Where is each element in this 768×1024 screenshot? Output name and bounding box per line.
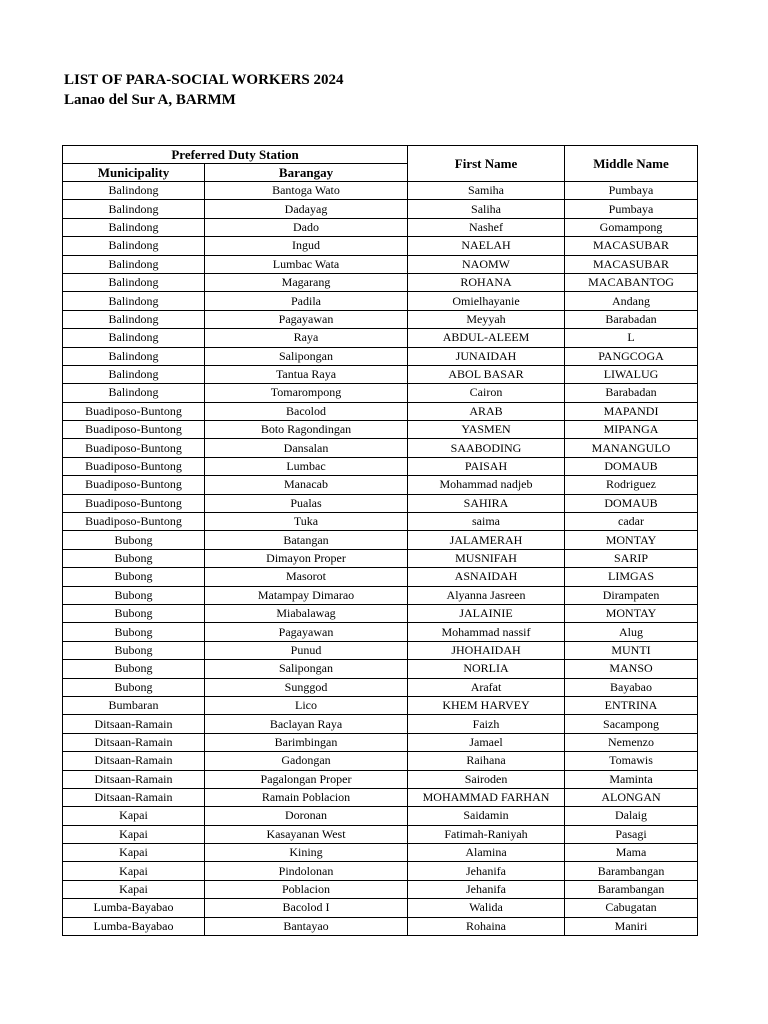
table-row [63,347,698,365]
table-row [63,733,698,751]
barangay-cell: Magarang [205,273,408,291]
municipality-cell: Ditsaan-Ramain [63,770,205,788]
municipality-cell: Bubong [63,568,205,586]
middle-name-cell: Barabadan [565,310,698,328]
table-row [63,678,698,696]
barangay-cell: Batangan [205,531,408,549]
barangay-cell: Ramain Poblacion [205,788,408,806]
first-name-cell: ABOL BASAR [408,365,565,383]
municipality-header: Municipality [63,164,205,182]
first-name-cell: JUNAIDAH [408,347,565,365]
first-name-cell: Saidamin [408,807,565,825]
para-social-workers-table [62,145,698,936]
table-row [63,200,698,218]
first-name-cell: NAOMW [408,255,565,273]
first-name-cell: Faizh [408,715,565,733]
municipality-cell: Lumba-Bayabao [63,899,205,917]
middle-name-cell: MUNTI [565,641,698,659]
barangay-header: Barangay [205,164,408,182]
municipality-cell: Ditsaan-Ramain [63,733,205,751]
barangay-cell: Lico [205,696,408,714]
middle-name-cell: cadar [565,513,698,531]
barangay-cell: Pagayawan [205,623,408,641]
middle-name-cell: Pumbaya [565,200,698,218]
table-row [63,807,698,825]
table-body [63,182,698,936]
municipality-cell: Balindong [63,255,205,273]
municipality-cell: Bubong [63,660,205,678]
middle-name-cell: DOMAUB [565,457,698,475]
first-name-cell: SAHIRA [408,494,565,512]
table-row [63,182,698,200]
table-row [63,641,698,659]
table-row [63,329,698,347]
table-row [63,586,698,604]
first-name-header: First Name [408,146,565,182]
first-name-cell: ROHANA [408,273,565,291]
table-row [63,402,698,420]
table-row [63,604,698,622]
municipality-cell: Buadiposo-Buntong [63,421,205,439]
barangay-cell: Kasayanan West [205,825,408,843]
barangay-cell: Lumbac [205,457,408,475]
barangay-cell: Gadongan [205,752,408,770]
middle-name-cell: MONTAY [565,604,698,622]
middle-name-cell: Barambangan [565,880,698,898]
barangay-cell: Lumbac Wata [205,255,408,273]
middle-name-cell: SARIP [565,549,698,567]
first-name-cell: Omielhayanie [408,292,565,310]
document-title [64,70,344,110]
middle-name-cell: MIPANGA [565,421,698,439]
barangay-cell: Kining [205,844,408,862]
first-name-cell: Fatimah-Raniyah [408,825,565,843]
municipality-cell: Bubong [63,641,205,659]
table-row [63,788,698,806]
barangay-cell: Pagayawan [205,310,408,328]
first-name-cell: Jehanifa [408,862,565,880]
first-name-cell: Rohaina [408,917,565,935]
middle-name-cell: DOMAUB [565,494,698,512]
middle-name-cell: Nemenzo [565,733,698,751]
middle-name-cell: MONTAY [565,531,698,549]
barangay-cell: Sunggod [205,678,408,696]
table-row [63,476,698,494]
municipality-cell: Bubong [63,549,205,567]
middle-name-cell: Mama [565,844,698,862]
first-name-cell: Mohammad nadjeb [408,476,565,494]
barangay-cell: Manacab [205,476,408,494]
barangay-cell: Miabalawag [205,604,408,622]
table-row [63,880,698,898]
table-row [63,255,698,273]
middle-name-cell: PANGCOGA [565,347,698,365]
table-row [63,752,698,770]
table-row [63,623,698,641]
first-name-cell: ARAB [408,402,565,420]
barangay-cell: Barimbingan [205,733,408,751]
table-row [63,568,698,586]
municipality-cell: Bubong [63,678,205,696]
title-line-2: Lanao del Sur A, BARMM [64,92,236,108]
first-name-cell: Raihana [408,752,565,770]
first-name-cell: Cairon [408,384,565,402]
middle-name-cell: MAPANDI [565,402,698,420]
barangay-cell: Salipongan [205,660,408,678]
municipality-cell: Ditsaan-Ramain [63,788,205,806]
first-name-cell: ABDUL-ALEEM [408,329,565,347]
table-row [63,531,698,549]
first-name-cell: Alamina [408,844,565,862]
table-row [63,237,698,255]
barangay-cell: Doronan [205,807,408,825]
municipality-cell: Bubong [63,586,205,604]
municipality-cell: Balindong [63,310,205,328]
barangay-cell: Masorot [205,568,408,586]
barangay-cell: Pindolonan [205,862,408,880]
barangay-cell: Bantayao [205,917,408,935]
barangay-cell: Bantoga Wato [205,182,408,200]
preferred-duty-station-header: Preferred Duty Station [63,146,408,164]
municipality-cell: Buadiposo-Buntong [63,494,205,512]
municipality-cell: Ditsaan-Ramain [63,752,205,770]
barangay-cell: Dansalan [205,439,408,457]
middle-name-cell: Bayabao [565,678,698,696]
barangay-cell: Punud [205,641,408,659]
middle-name-cell: Tomawis [565,752,698,770]
middle-name-cell: MACABANTOG [565,273,698,291]
middle-name-cell: Maniri [565,917,698,935]
municipality-cell: Balindong [63,218,205,236]
first-name-cell: Mohammad nassif [408,623,565,641]
middle-name-cell: Dirampaten [565,586,698,604]
municipality-cell: Balindong [63,347,205,365]
table-row [63,825,698,843]
table-row [63,457,698,475]
table-row [63,218,698,236]
first-name-cell: Samiha [408,182,565,200]
first-name-cell: Alyanna Jasreen [408,586,565,604]
middle-name-cell: LIMGAS [565,568,698,586]
first-name-cell: PAISAH [408,457,565,475]
barangay-cell: Tuka [205,513,408,531]
first-name-cell: SAABODING [408,439,565,457]
first-name-cell: Jehanifa [408,880,565,898]
first-name-cell: Walida [408,899,565,917]
middle-name-cell: Dalaig [565,807,698,825]
middle-name-header: Middle Name [565,146,698,182]
table-row [63,770,698,788]
municipality-cell: Balindong [63,384,205,402]
barangay-cell: Bacolod [205,402,408,420]
barangay-cell: Salipongan [205,347,408,365]
middle-name-cell: MACASUBAR [565,255,698,273]
barangay-cell: Tomarompong [205,384,408,402]
middle-name-cell: ENTRINA [565,696,698,714]
barangay-cell: Baclayan Raya [205,715,408,733]
middle-name-cell: Alug [565,623,698,641]
middle-name-cell: Barabadan [565,384,698,402]
barangay-cell: Dado [205,218,408,236]
first-name-cell: NORLIA [408,660,565,678]
barangay-cell: Padila [205,292,408,310]
municipality-cell: Bubong [63,604,205,622]
table-row [63,696,698,714]
municipality-cell: Bubong [63,623,205,641]
municipality-cell: Kapai [63,862,205,880]
table-row [63,273,698,291]
first-name-cell: Meyyah [408,310,565,328]
first-name-cell: YASMEN [408,421,565,439]
middle-name-cell: Cabugatan [565,899,698,917]
barangay-cell: Dimayon Proper [205,549,408,567]
table-row [63,862,698,880]
barangay-cell: Tantua Raya [205,365,408,383]
first-name-cell: ASNAIDAH [408,568,565,586]
first-name-cell: Arafat [408,678,565,696]
barangay-cell: Pualas [205,494,408,512]
municipality-cell: Balindong [63,292,205,310]
middle-name-cell: Andang [565,292,698,310]
municipality-cell: Buadiposo-Buntong [63,439,205,457]
municipality-cell: Balindong [63,273,205,291]
barangay-cell: Raya [205,329,408,347]
municipality-cell: Buadiposo-Buntong [63,402,205,420]
first-name-cell: Nashef [408,218,565,236]
municipality-cell: Buadiposo-Buntong [63,513,205,531]
table-row [63,549,698,567]
municipality-cell: Buadiposo-Buntong [63,476,205,494]
middle-name-cell: MANANGULO [565,439,698,457]
first-name-cell: JALAINIE [408,604,565,622]
middle-name-cell: Maminta [565,770,698,788]
municipality-cell: Ditsaan-Ramain [63,715,205,733]
table-row [63,421,698,439]
barangay-cell: Bacolod I [205,899,408,917]
table-row [63,844,698,862]
first-name-cell: Sairoden [408,770,565,788]
municipality-cell: Balindong [63,237,205,255]
table-row [63,365,698,383]
barangay-cell: Boto Ragondingan [205,421,408,439]
table-row [63,917,698,935]
table-row [63,899,698,917]
table-row [63,660,698,678]
middle-name-cell: Pumbaya [565,182,698,200]
first-name-cell: KHEM HARVEY [408,696,565,714]
municipality-cell: Balindong [63,329,205,347]
municipality-cell: Balindong [63,200,205,218]
barangay-cell: Ingud [205,237,408,255]
barangay-cell: Dadayag [205,200,408,218]
middle-name-cell: Barambangan [565,862,698,880]
first-name-cell: JALAMERAH [408,531,565,549]
table-row [63,715,698,733]
municipality-cell: Kapai [63,880,205,898]
middle-name-cell: MANSO [565,660,698,678]
middle-name-cell: L [565,329,698,347]
middle-name-cell: Sacampong [565,715,698,733]
title-line-1: LIST OF PARA-SOCIAL WORKERS 2024 [64,72,344,88]
first-name-cell: saima [408,513,565,531]
first-name-cell: JHOHAIDAH [408,641,565,659]
barangay-cell: Poblacion [205,880,408,898]
table-row [63,310,698,328]
municipality-cell: Lumba-Bayabao [63,917,205,935]
first-name-cell: Jamael [408,733,565,751]
table-row [63,292,698,310]
table-row [63,439,698,457]
first-name-cell: MUSNIFAH [408,549,565,567]
municipality-cell: Kapai [63,825,205,843]
municipality-cell: Balindong [63,365,205,383]
middle-name-cell: Pasagi [565,825,698,843]
middle-name-cell: LIWALUG [565,365,698,383]
barangay-cell: Pagalongan Proper [205,770,408,788]
middle-name-cell: Gomampong [565,218,698,236]
first-name-cell: NAELAH [408,237,565,255]
middle-name-cell: MACASUBAR [565,237,698,255]
first-name-cell: MOHAMMAD FARHAN [408,788,565,806]
municipality-cell: Kapai [63,844,205,862]
municipality-cell: Bubong [63,531,205,549]
municipality-cell: Bumbaran [63,696,205,714]
middle-name-cell: Rodriguez [565,476,698,494]
municipality-cell: Buadiposo-Buntong [63,457,205,475]
first-name-cell: Saliha [408,200,565,218]
table-row [63,384,698,402]
middle-name-cell: ALONGAN [565,788,698,806]
table-row [63,513,698,531]
barangay-cell: Matampay Dimarao [205,586,408,604]
table-row [63,494,698,512]
municipality-cell: Kapai [63,807,205,825]
municipality-cell: Balindong [63,182,205,200]
